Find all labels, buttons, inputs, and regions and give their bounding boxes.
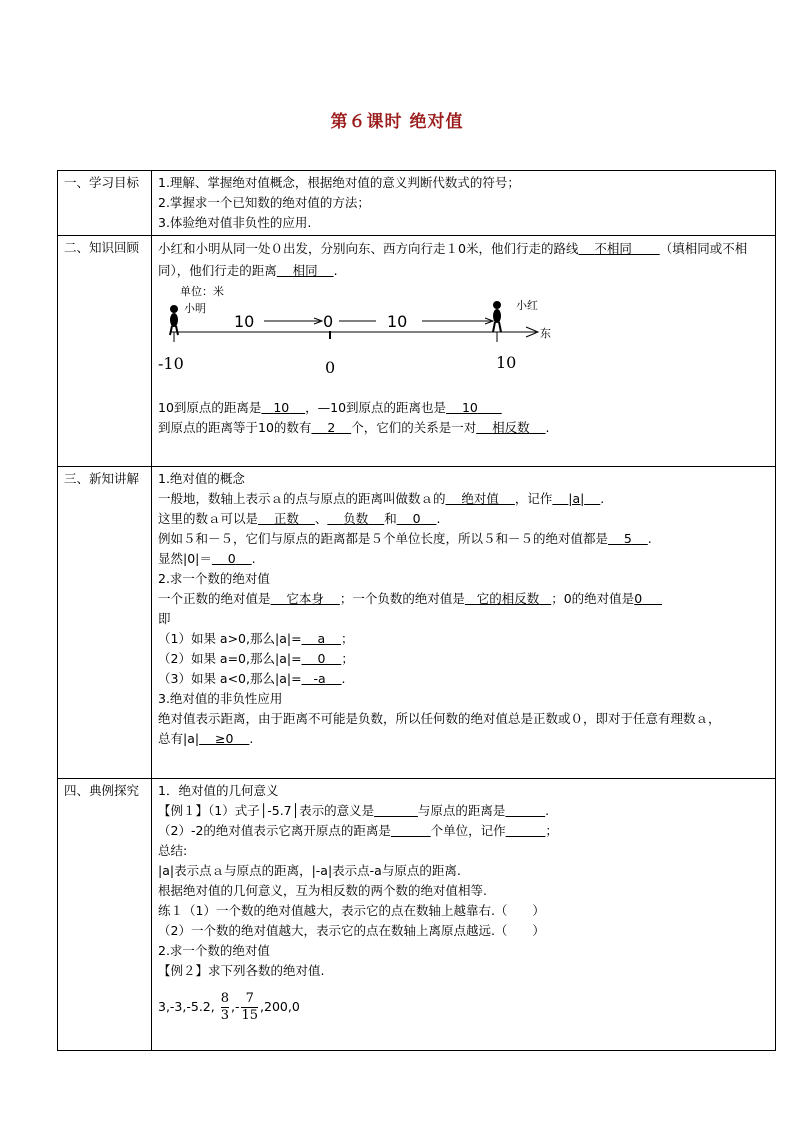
answer [476,420,545,435]
text: （3）如果 a<0,那么|a|= [158,671,302,686]
section-label: 三、新知讲解 [58,467,152,779]
answer-text: 正数 [273,511,299,526]
tick-label-right: 10 [496,353,517,372]
text: 这里的数ａ可以是 [158,511,259,526]
heading-find-abs: 2.求一个数的绝对值 [158,943,270,958]
text: . [647,531,652,546]
goal-2: 2.掌握求一个已知数的绝对值的方法； [158,195,370,210]
text: （2）-2的绝对值表示它离开原点的距离是 [158,823,391,838]
example-1-part-2 [158,821,771,841]
denominator: 3 [220,1008,229,1023]
blank [506,823,546,838]
text: （1）如果 a>0,那么|a|= [158,631,302,646]
text: 一般地，数轴上表示ａ的点与原点的距离叫做数ａ的 [158,491,446,506]
review-intro [158,238,771,282]
answer-text: 它的相反数 [476,591,540,606]
section-content [152,171,776,236]
answer-text: 10 [273,400,290,415]
answer-text: |a| [568,491,585,506]
text: . [341,671,346,686]
heading-geometric: 1．绝对值的几何意义 [158,783,279,798]
text: ,200,0 [260,999,300,1014]
answer-text: 0 [227,551,236,566]
answer-text: -a [313,671,326,686]
text: ； [341,651,354,666]
answer [634,591,662,606]
lesson-table [57,170,776,1051]
text: 10到原点的距离是 [158,400,262,415]
section-content [152,779,776,1051]
practice-1: 练１（1）一个数的绝对值越大，表示它的点在数轴上越靠右.（ ） [158,903,545,918]
tick-label-origin: 0 [325,358,336,377]
text: 总有|a| [158,731,200,746]
number-list [158,987,771,1027]
section-content [152,467,776,779]
text: ；一个负数的绝对值是 [339,591,465,606]
answer [397,511,437,526]
walker-xiaoming-icon [170,305,178,335]
origin-mark: 0 [323,312,334,331]
text: . [600,491,605,506]
text: ；0的绝对值是 [551,591,635,606]
text: （填相同或不相同），他们行走的距离 [158,241,748,278]
section-label: 一、学习目标 [58,171,152,236]
nonnegative-explanation: 绝对值表示距离，由于距离不可能是负数，所以任何数的绝对值总是正数或０，即对于任意有理数ａ， [158,711,721,726]
answer [608,531,648,546]
answer [271,591,340,606]
answer [446,491,515,506]
answer-text: 负数 [343,511,369,526]
numerator: 8 [220,991,229,1006]
answer [302,671,342,686]
answer-text: 相同 [292,263,318,278]
case-zero [158,649,771,669]
text: 一个正数的绝对值是 [158,591,271,606]
text: （2）如果 a=0,那么|a|= [158,651,302,666]
answer [446,400,502,415]
answer-text: 2 [327,420,336,435]
text: 个单位，记作 [430,823,506,838]
text: 3,-3,-5.2, [158,999,215,1014]
example-2: 【例２】求下列各数的绝对值. [158,963,325,978]
answer-text: 5 [623,531,632,546]
text: . [251,551,256,566]
name-xiaohong: 小红 [516,299,538,312]
text: 到原点的距离等于10的数有 [158,420,312,435]
tick-label-left: -10 [158,354,184,373]
number-line-svg [158,282,778,382]
goal-1: 1.理解、掌握绝对值概念，根据绝对值的意义判断代数式的符号； [158,175,520,190]
rule-line [158,589,771,609]
text: . [545,420,550,435]
heading-concept: 1.绝对值的概念 [158,471,245,486]
walker-xiaohong-icon [493,301,501,332]
answer-text: 0 [317,651,326,666]
fraction-7-15 [241,991,258,1024]
answer-text: 绝对值 [461,491,499,506]
fraction-8-3 [221,991,229,1024]
text: 和 [384,511,397,526]
name-xiaoming: 小明 [184,302,206,315]
answer-text: 0 [634,591,643,606]
answer [552,491,600,506]
text: ，记作 [514,491,553,506]
distance-left: 10 [234,312,255,331]
summary-1: |a|表示点ａ与原点的距离，|-a|表示点-a与原点的距离. [158,863,461,878]
unit-label: 单位：米 [180,285,224,298]
text: 与原点的距离是 [417,803,506,818]
concept-definition [158,489,771,509]
text: 个，它们的关系是一对 [351,420,477,435]
answer-route [578,241,659,256]
concept-zero [158,549,771,569]
answer-text: 10 [461,400,478,415]
answer-text: 它本身 [286,591,324,606]
numerator: 7 [245,991,254,1006]
section-label: 二、知识回顾 [58,236,152,467]
distance-right: 10 [387,312,408,331]
answer [199,731,249,746]
blank [505,803,545,818]
case-positive [158,629,771,649]
text: 、 [314,511,328,526]
section-content [152,236,776,467]
text: ； [341,631,354,646]
example-1-part-1 [158,801,771,821]
review-line-1 [158,398,771,418]
answer [212,551,252,566]
goal-3: 3.体验绝对值非负性的应用. [158,215,312,230]
text: 【例１】（1）式子│-5.7│表示的意义是 [158,803,375,818]
heading-find-abs: 2.求一个数的绝对值 [158,571,270,586]
text: . [249,731,254,746]
blank [391,823,431,838]
blank [374,803,418,818]
answer-text: 不相同 [594,241,632,256]
text: 小红和小明从同一处０出发，分别向东、西方向行走１0米，他们行走的路线 [158,241,579,256]
text: ，—10到原点的距离也是 [305,400,447,415]
number-line-figure [158,282,771,382]
answer-text: ≥0 [215,731,234,746]
section-new-knowledge [58,467,776,779]
text: . [545,803,550,818]
section-label: 四、典例探究 [58,779,152,1051]
answer [261,400,305,415]
concept-example [158,529,771,549]
page-title: 第６课时 绝对值 [330,112,464,132]
answer [465,591,551,606]
answer-text: a [317,631,326,646]
text: ； [545,823,558,838]
section-learning-goals [58,171,776,236]
east-label: 东 [540,327,551,340]
rule-ji: 即 [158,611,171,626]
answer [258,511,315,526]
text: 例如５和－５，它们与原点的距离都是５个单位长度，所以５和－５的绝对值都是 [158,531,609,546]
text: . [333,263,338,278]
answer-text: 相反数 [492,420,530,435]
text: 显然|0|＝ [158,551,212,566]
summary-heading: 总结: [158,843,188,858]
review-line-2 [158,418,771,438]
text: ,- [231,999,240,1014]
answer [302,631,341,646]
text: . [436,511,441,526]
denominator: 15 [241,1008,259,1023]
section-review [58,236,776,467]
nonnegative-conclusion [158,729,771,749]
answer [327,511,384,526]
answer [311,420,351,435]
concept-number-types [158,509,771,529]
answer-text: 0 [412,511,421,526]
practice-2: （2）一个数的绝对值越大，表示它的点在数轴上离原点越远.（ ） [158,923,545,938]
case-negative [158,669,771,689]
heading-nonnegative: 3.绝对值的非负性应用 [158,691,283,706]
answer [302,651,342,666]
answer-distance [277,263,334,278]
section-examples [58,779,776,1051]
summary-2: 根据绝对值的几何意义，互为相反数的两个数的绝对值相等. [158,883,487,898]
